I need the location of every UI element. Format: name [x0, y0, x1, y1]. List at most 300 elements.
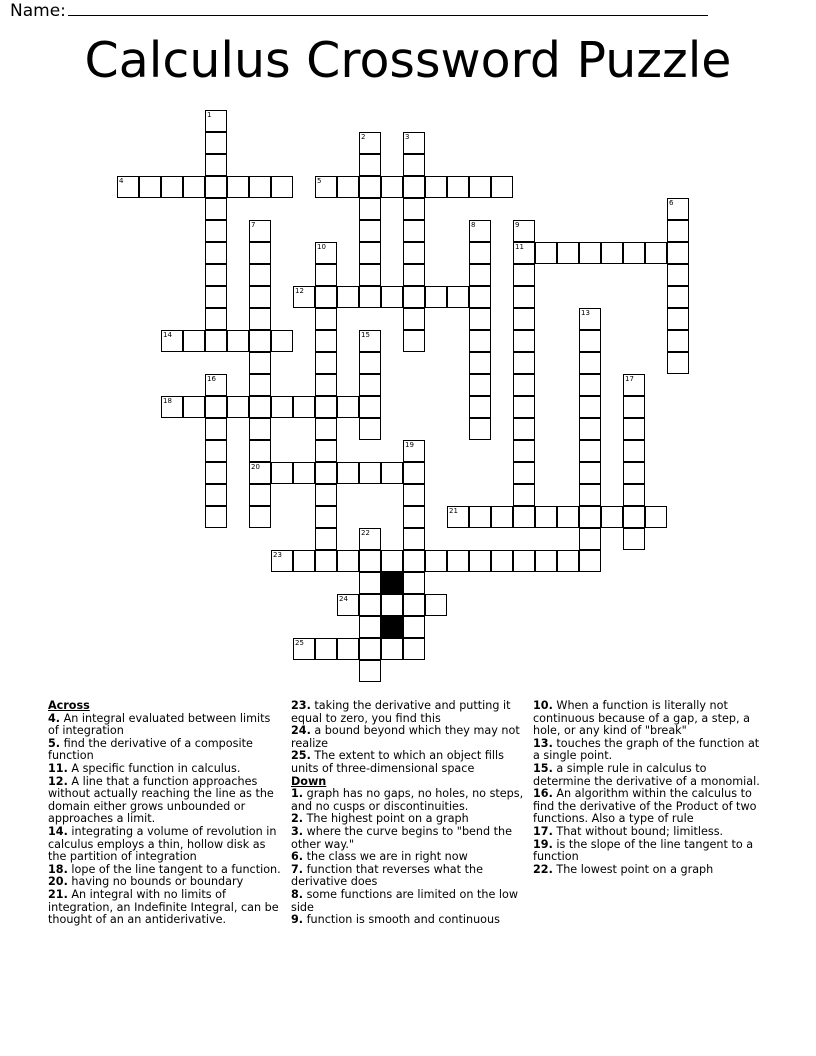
clue-number: 14. — [48, 824, 68, 838]
grid-cell[interactable] — [381, 638, 403, 660]
grid-cell[interactable] — [469, 176, 491, 198]
clue-number: 2. — [291, 812, 304, 826]
page-title: Calculus Crossword Puzzle — [84, 32, 732, 89]
grid-cell[interactable] — [623, 506, 645, 528]
grid-cell[interactable] — [491, 176, 513, 198]
grid-cell[interactable] — [205, 176, 227, 198]
grid-cell[interactable] — [293, 462, 315, 484]
clue-number: 22 — [361, 529, 370, 537]
clue-number: 10. — [533, 699, 553, 712]
grid-cell[interactable] — [205, 154, 227, 176]
grid-cell[interactable] — [469, 352, 491, 374]
grid-cell[interactable] — [271, 330, 293, 352]
clue-text: graph has no gaps, no holes, no steps, and no cusps or discontinuities. — [291, 787, 524, 813]
grid-cell[interactable] — [337, 396, 359, 418]
clue-text: When a function is literally not continuous because of a gap, a step, a hole, or any kind of "break" — [533, 699, 750, 738]
grid-cell[interactable] — [227, 396, 249, 418]
grid-cell[interactable] — [403, 154, 425, 176]
grid-cell[interactable] — [315, 506, 337, 528]
grid-cell[interactable] — [425, 550, 447, 572]
grid-cell[interactable] — [249, 396, 271, 418]
grid-cell[interactable] — [425, 594, 447, 616]
clue-text: An integral evaluated between limits of integration — [48, 711, 271, 738]
clue-text: is the slope of the line tangent to a function — [533, 837, 754, 864]
clue-number: 17 — [625, 375, 634, 383]
grid-cell[interactable] — [359, 528, 381, 550]
grid-cell[interactable] — [315, 374, 337, 396]
grid-cell[interactable] — [403, 198, 425, 220]
grid-cell[interactable] — [205, 440, 227, 462]
grid-cell[interactable] — [469, 396, 491, 418]
grid-cell[interactable] — [315, 440, 337, 462]
grid-cell[interactable] — [667, 220, 689, 242]
grid-cell[interactable] — [359, 594, 381, 616]
grid-cell[interactable] — [469, 286, 491, 308]
clue-text: find the derivative of a composite function — [48, 736, 253, 763]
grid-cell[interactable] — [359, 374, 381, 396]
grid-cell[interactable] — [359, 352, 381, 374]
grid-cell[interactable] — [205, 396, 227, 418]
clue-number: 5 — [317, 177, 322, 185]
grid-cell[interactable] — [623, 242, 645, 264]
grid-cell[interactable] — [359, 132, 381, 154]
grid-cell[interactable] — [425, 286, 447, 308]
grid-cell[interactable] — [645, 506, 667, 528]
grid-cell[interactable] — [557, 506, 579, 528]
grid-cell[interactable] — [205, 308, 227, 330]
clue-number: 12 — [295, 287, 304, 295]
clue-number: 20 — [251, 463, 260, 471]
grid-cell[interactable] — [205, 132, 227, 154]
clue-item — [291, 864, 525, 889]
clue-text: function that reverses what the derivative does — [291, 862, 483, 889]
black-cell — [381, 572, 403, 594]
grid-cell[interactable] — [337, 594, 359, 616]
grid-cell[interactable] — [513, 484, 535, 506]
clue-number: 5. — [48, 736, 61, 750]
grid-cell[interactable] — [535, 242, 557, 264]
clue-number: 17. — [533, 824, 553, 838]
grid-cell[interactable] — [183, 176, 205, 198]
clue-number: 12. — [48, 774, 68, 788]
grid-cell[interactable] — [513, 352, 535, 374]
grid-cell[interactable] — [579, 352, 601, 374]
grid-cell[interactable] — [623, 440, 645, 462]
clue-number: 24 — [339, 595, 348, 603]
grid-cell[interactable] — [579, 528, 601, 550]
grid-cell[interactable] — [601, 506, 623, 528]
grid-cell[interactable] — [513, 396, 535, 418]
grid-cell[interactable] — [403, 264, 425, 286]
grid-cell[interactable] — [469, 330, 491, 352]
clue-item — [291, 788, 525, 813]
grid-cell[interactable] — [315, 484, 337, 506]
clue-heading: Down — [291, 774, 327, 788]
grid-cell[interactable] — [315, 462, 337, 484]
grid-cell[interactable] — [513, 440, 535, 462]
grid-cell[interactable] — [227, 330, 249, 352]
grid-cell[interactable] — [359, 572, 381, 594]
grid-cell[interactable] — [623, 396, 645, 418]
clue-number: 15 — [361, 331, 370, 339]
clue-column-1 — [48, 700, 282, 927]
grid-cell[interactable] — [667, 242, 689, 264]
grid-cell[interactable] — [249, 462, 271, 484]
grid-cell[interactable] — [249, 374, 271, 396]
grid-cell[interactable] — [315, 528, 337, 550]
clue-number: 19 — [405, 441, 414, 449]
clue-number: 8. — [291, 887, 304, 901]
grid-cell[interactable] — [205, 330, 227, 352]
clue-item — [533, 738, 767, 763]
clue-number: 24. — [291, 724, 311, 738]
grid-cell[interactable] — [667, 308, 689, 330]
grid-cell[interactable] — [403, 594, 425, 616]
grid-cell[interactable] — [249, 242, 271, 264]
clue-text: The highest point on a graph — [303, 812, 469, 826]
grid-cell[interactable] — [381, 594, 403, 616]
grid-cell[interactable] — [579, 550, 601, 572]
clue-number: 2 — [361, 133, 366, 141]
grid-cell[interactable] — [249, 484, 271, 506]
grid-cell[interactable] — [579, 330, 601, 352]
grid-cell[interactable] — [447, 286, 469, 308]
grid-cell[interactable] — [293, 638, 315, 660]
grid-cell[interactable] — [403, 308, 425, 330]
grid-cell[interactable] — [293, 396, 315, 418]
grid-cell[interactable] — [359, 418, 381, 440]
grid-cell[interactable] — [513, 418, 535, 440]
grid-cell[interactable] — [469, 264, 491, 286]
grid-cell[interactable] — [337, 462, 359, 484]
grid-cell[interactable] — [469, 506, 491, 528]
grid-cell[interactable] — [623, 462, 645, 484]
clue-text: taking the derivative and putting it equal to zero, you find this — [291, 699, 511, 725]
grid-cell[interactable] — [205, 242, 227, 264]
grid-cell[interactable] — [403, 616, 425, 638]
grid-cell[interactable] — [469, 242, 491, 264]
clue-number: 4. — [48, 711, 61, 725]
grid-cell[interactable] — [403, 506, 425, 528]
clue-item — [533, 839, 767, 864]
grid-cell[interactable] — [359, 286, 381, 308]
clue-number: 10 — [317, 243, 326, 251]
clue-text: A specific function in calculus. — [67, 761, 241, 775]
grid-cell[interactable] — [315, 638, 337, 660]
grid-cell[interactable] — [249, 220, 271, 242]
grid-cell[interactable] — [513, 242, 535, 264]
grid-cell[interactable] — [623, 374, 645, 396]
grid-cell[interactable] — [513, 220, 535, 242]
grid-cell[interactable] — [249, 506, 271, 528]
grid-cell[interactable] — [205, 220, 227, 242]
grid-cell[interactable] — [161, 396, 183, 418]
grid-cell[interactable] — [667, 352, 689, 374]
grid-cell[interactable] — [315, 550, 337, 572]
grid-cell[interactable] — [623, 418, 645, 440]
clue-number: 3 — [405, 133, 410, 141]
grid-cell[interactable] — [513, 308, 535, 330]
grid-cell[interactable] — [183, 396, 205, 418]
clue-number: 6. — [291, 850, 304, 864]
clue-text: integrating a volume of revolution in calculus employs a thin, hollow disk as the partition of integration — [48, 824, 277, 864]
grid-cell[interactable] — [667, 286, 689, 308]
grid-cell[interactable] — [205, 484, 227, 506]
grid-cell[interactable] — [403, 242, 425, 264]
grid-cell[interactable] — [205, 506, 227, 528]
grid-cell[interactable] — [205, 110, 227, 132]
grid-cell[interactable] — [359, 154, 381, 176]
grid-cell[interactable] — [271, 396, 293, 418]
clue-column-2 — [291, 700, 525, 927]
grid-cell[interactable] — [447, 176, 469, 198]
grid-cell[interactable] — [579, 418, 601, 440]
clue-text: where the curve begins to "bend the other way." — [291, 824, 513, 851]
grid-cell[interactable] — [403, 330, 425, 352]
grid-cell[interactable] — [337, 550, 359, 572]
clue-item — [291, 826, 525, 851]
grid-cell[interactable] — [535, 550, 557, 572]
grid-cell[interactable] — [315, 330, 337, 352]
clue-item — [533, 763, 767, 788]
clue-number: 7. — [291, 862, 304, 876]
clue-item — [48, 826, 282, 864]
clue-text: the class we are in right now — [303, 850, 468, 864]
grid-cell[interactable] — [249, 440, 271, 462]
grid-cell[interactable] — [491, 550, 513, 572]
grid-cell[interactable] — [579, 308, 601, 330]
grid-cell[interactable] — [249, 352, 271, 374]
grid-cell[interactable] — [381, 550, 403, 572]
clue-text: The extent to which an object fills units of three-dimensional space — [291, 749, 504, 775]
grid-cell[interactable] — [205, 374, 227, 396]
grid-cell[interactable] — [667, 198, 689, 220]
clue-number: 16. — [533, 787, 553, 801]
clue-item — [533, 788, 767, 826]
grid-cell[interactable] — [359, 242, 381, 264]
clue-item — [291, 750, 525, 775]
clue-number: 18 — [163, 397, 172, 405]
grid-cell[interactable] — [205, 198, 227, 220]
grid-cell[interactable] — [359, 330, 381, 352]
grid-cell[interactable] — [491, 506, 513, 528]
clue-item — [291, 700, 525, 725]
grid-cell[interactable] — [315, 286, 337, 308]
grid-cell[interactable] — [315, 242, 337, 264]
grid-cell[interactable] — [271, 176, 293, 198]
grid-cell[interactable] — [359, 616, 381, 638]
clue-number: 21 — [449, 507, 458, 515]
grid-cell[interactable] — [359, 396, 381, 418]
grid-cell[interactable] — [315, 176, 337, 198]
clue-number: 1 — [207, 111, 212, 119]
grid-cell[interactable] — [403, 220, 425, 242]
clue-number: 9 — [515, 221, 520, 229]
grid-cell[interactable] — [623, 528, 645, 550]
grid-cell[interactable] — [667, 330, 689, 352]
grid-cell[interactable] — [403, 638, 425, 660]
clue-number: 16 — [207, 375, 216, 383]
grid-cell[interactable] — [513, 550, 535, 572]
grid-cell[interactable] — [249, 308, 271, 330]
clue-number: 7 — [251, 221, 256, 229]
black-cell — [381, 616, 403, 638]
grid-cell[interactable] — [579, 242, 601, 264]
clue-item — [48, 713, 282, 738]
clue-number: 11. — [48, 761, 68, 775]
grid-cell[interactable] — [601, 242, 623, 264]
clue-number: 14 — [163, 331, 172, 339]
grid-cell[interactable] — [403, 176, 425, 198]
grid-cell[interactable] — [249, 264, 271, 286]
grid-cell[interactable] — [337, 638, 359, 660]
grid-cell[interactable] — [315, 264, 337, 286]
grid-cell[interactable] — [139, 176, 161, 198]
clue-number: 6 — [669, 199, 674, 207]
grid-cell[interactable] — [403, 286, 425, 308]
grid-cell[interactable] — [557, 242, 579, 264]
grid-cell[interactable] — [359, 462, 381, 484]
clue-item — [291, 914, 525, 927]
grid-cell[interactable] — [249, 418, 271, 440]
grid-cell[interactable] — [579, 396, 601, 418]
grid-cell[interactable] — [337, 286, 359, 308]
grid-cell[interactable] — [557, 550, 579, 572]
grid-cell[interactable] — [227, 176, 249, 198]
grid-cell[interactable] — [579, 462, 601, 484]
clue-text: lope of the line tangent to a function. — [67, 862, 281, 876]
grid-cell[interactable] — [359, 198, 381, 220]
clue-item — [533, 864, 767, 877]
clue-number: 11 — [515, 243, 524, 251]
grid-cell[interactable] — [161, 330, 183, 352]
grid-cell[interactable] — [205, 462, 227, 484]
grid-cell[interactable] — [403, 528, 425, 550]
grid-cell[interactable] — [513, 506, 535, 528]
clue-text: touches the graph of the function at a single point. — [533, 736, 760, 763]
clue-heading: Across — [48, 699, 90, 712]
grid-cell[interactable] — [469, 308, 491, 330]
grid-cell[interactable] — [359, 176, 381, 198]
grid-cell[interactable] — [359, 550, 381, 572]
grid-cell[interactable] — [381, 462, 403, 484]
grid-cell[interactable] — [205, 418, 227, 440]
clue-number: 9. — [291, 913, 304, 927]
clue-text: some functions are limited on the low side — [291, 887, 519, 914]
grid-cell[interactable] — [249, 176, 271, 198]
clue-item — [48, 889, 282, 927]
grid-cell[interactable] — [337, 176, 359, 198]
clue-number: 8 — [471, 221, 476, 229]
clue-column-3 — [533, 700, 767, 876]
clue-text: a bound beyond which they may not realize — [291, 724, 520, 750]
grid-cell[interactable] — [205, 264, 227, 286]
clue-item — [48, 776, 282, 826]
grid-cell[interactable] — [403, 550, 425, 572]
grid-cell[interactable] — [381, 176, 403, 198]
grid-cell[interactable] — [469, 418, 491, 440]
grid-cell[interactable] — [205, 286, 227, 308]
grid-cell[interactable] — [579, 440, 601, 462]
grid-cell[interactable] — [359, 638, 381, 660]
clue-number: 23. — [291, 699, 311, 712]
grid-cell[interactable] — [513, 462, 535, 484]
grid-cell[interactable] — [359, 264, 381, 286]
grid-cell[interactable] — [513, 330, 535, 352]
clue-number: 20. — [48, 875, 68, 889]
grid-cell[interactable] — [403, 440, 425, 462]
clue-number: 3. — [291, 824, 304, 838]
grid-cell[interactable] — [403, 484, 425, 506]
grid-cell[interactable] — [315, 418, 337, 440]
grid-cell[interactable] — [249, 286, 271, 308]
grid-cell[interactable] — [579, 506, 601, 528]
grid-cell[interactable] — [271, 550, 293, 572]
clue-number: 18. — [48, 862, 68, 876]
grid-cell[interactable] — [579, 484, 601, 506]
grid-cell[interactable] — [183, 330, 205, 352]
name-label: Name: — [10, 1, 66, 21]
grid-cell[interactable] — [403, 572, 425, 594]
clue-number: 4 — [119, 177, 124, 185]
clue-item — [291, 889, 525, 914]
grid-cell[interactable] — [513, 374, 535, 396]
clue-text: An algorithm within the calculus to find the derivative of the Product of two functions. Also a type of rule — [533, 787, 757, 826]
grid-cell[interactable] — [315, 308, 337, 330]
grid-cell[interactable] — [161, 176, 183, 198]
clue-item — [291, 725, 525, 750]
grid-cell[interactable] — [469, 220, 491, 242]
grid-cell[interactable] — [447, 550, 469, 572]
grid-cell[interactable] — [469, 550, 491, 572]
grid-cell[interactable] — [293, 286, 315, 308]
grid-cell[interactable] — [271, 462, 293, 484]
clue-number: 25 — [295, 639, 304, 647]
clue-number: 19. — [533, 837, 553, 851]
clue-text: An integral with no limits of integration, an Indefinite Integral, can be thought of an an antiderivative. — [48, 887, 279, 927]
grid-cell[interactable] — [645, 242, 667, 264]
clue-number: 13. — [533, 736, 553, 750]
grid-cell[interactable] — [535, 506, 557, 528]
grid-cell[interactable] — [469, 374, 491, 396]
grid-cell[interactable] — [447, 506, 469, 528]
clue-text: having no bounds or boundary — [67, 875, 244, 889]
grid-cell[interactable] — [359, 220, 381, 242]
clue-number: 15. — [533, 761, 553, 775]
clue-number: 1. — [291, 787, 304, 801]
grid-cell[interactable] — [359, 660, 381, 682]
grid-cell[interactable] — [579, 374, 601, 396]
clue-number: 13 — [581, 309, 590, 317]
grid-cell[interactable] — [623, 484, 645, 506]
grid-cell[interactable] — [381, 286, 403, 308]
grid-cell[interactable] — [513, 286, 535, 308]
grid-cell[interactable] — [513, 264, 535, 286]
grid-cell[interactable] — [117, 176, 139, 198]
grid-cell[interactable] — [315, 352, 337, 374]
grid-cell[interactable] — [667, 264, 689, 286]
grid-cell[interactable] — [315, 396, 337, 418]
grid-cell[interactable] — [403, 132, 425, 154]
clue-text: The lowest point on a graph — [552, 862, 714, 876]
grid-cell[interactable] — [425, 176, 447, 198]
grid-cell[interactable] — [403, 462, 425, 484]
grid-cell[interactable] — [249, 330, 271, 352]
clue-text: A line that a function approaches without actually reaching the line as the domain either grows unbounded or approaches a limit. — [48, 774, 274, 826]
grid-cell[interactable] — [293, 550, 315, 572]
clue-number: 23 — [273, 551, 282, 559]
clue-number: 22. — [533, 862, 553, 876]
